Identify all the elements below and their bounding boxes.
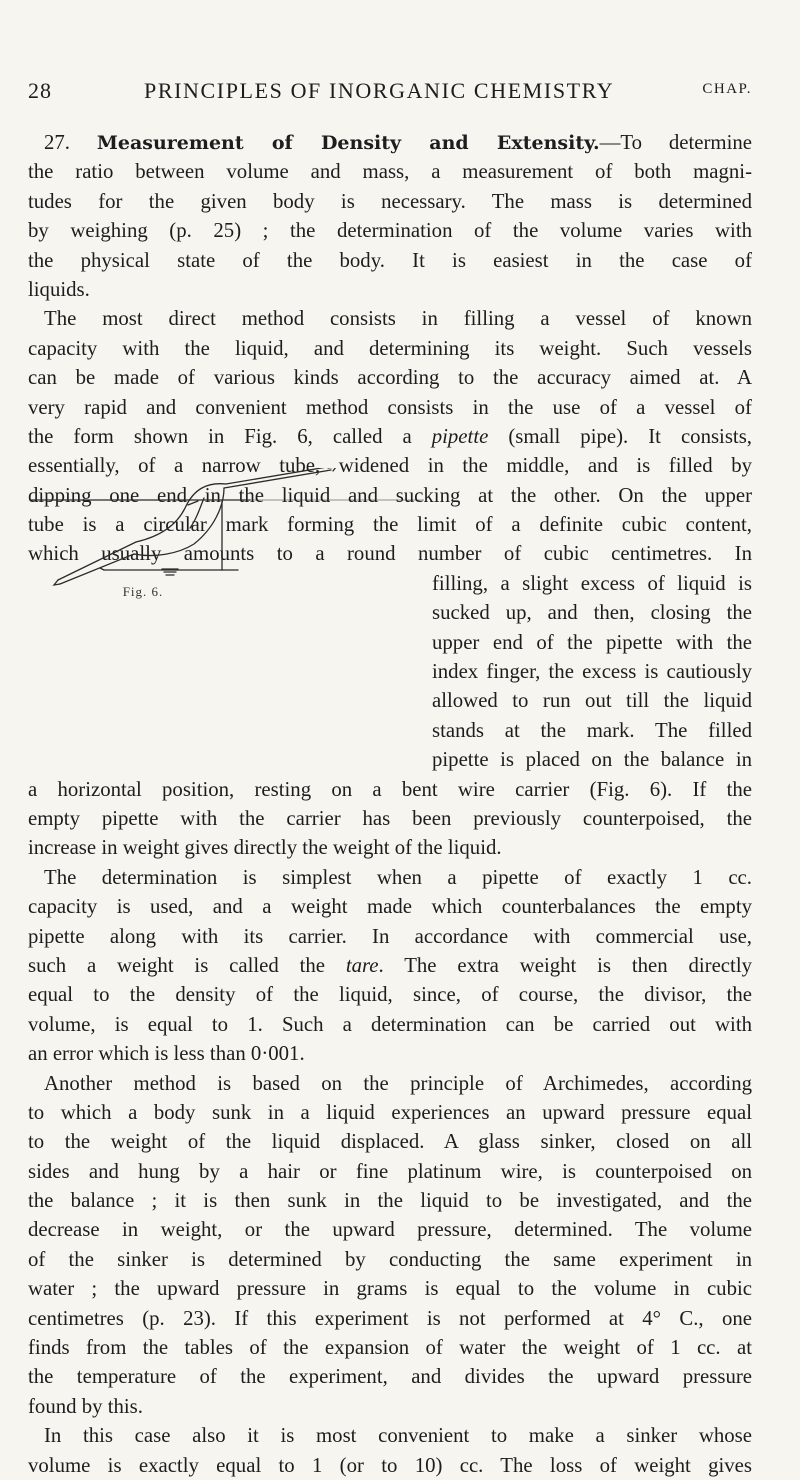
text-line: the balance ; it is then sunk in the liquid to be investigated, and the [28, 1189, 752, 1213]
text-line: pipette is placed on the balance in [432, 748, 752, 772]
text-line: by weighing (p. 25) ; the determination of the volume varies with [28, 219, 752, 243]
text-fragment: the form shown in Fig. 6, called a [28, 424, 432, 448]
term-pipette: pipette [431, 424, 489, 448]
section-title: Measurement of Density and Extensity. [96, 132, 600, 154]
section-heading-rest: —To determine [599, 131, 752, 154]
text-line: equal to the density of the liquid, since, of course, the divisor, the [28, 983, 752, 1007]
text-line: of the sinker is determined by conducting the same experiment in [28, 1247, 752, 1271]
text-line: sucked up, and then, closing the [432, 601, 752, 625]
pipette-lower-tube [58, 542, 136, 580]
pipette-figure [28, 468, 424, 608]
running-header [28, 78, 752, 112]
text-line: stands at the mark. The filled [432, 718, 752, 742]
text-line: The most direct method consists in filling a vessel of known [44, 307, 752, 331]
section-heading-line [28, 128, 752, 157]
text-line: to the weight of the liquid displaced. A glass sinker, closed on all [28, 1130, 752, 1154]
chapter-tag: CHAP. [702, 81, 752, 97]
text-line: centimetres (p. 23). If this experiment is not performed at 4° C., one [28, 1306, 752, 1330]
text-fragment: (small pipe). It consists, [488, 424, 752, 448]
term-tare: tare [345, 953, 379, 977]
text-line: the physical state of the body. It is easiest in the case of [28, 248, 752, 272]
text-line: volume, is equal to 1. Such a determination can be carried out with [28, 1012, 752, 1036]
text-line: an error which is less than 0·001. [28, 1042, 305, 1066]
text-line: In this case also it is most convenient to make a sinker whose [44, 1424, 752, 1448]
text-line: finds from the tables of the expansion of water the weight of 1 cc. at [28, 1336, 752, 1360]
pipette-bulb [136, 484, 226, 542]
text-line: capacity is used, and a weight made which counterbalances the empty [28, 895, 752, 919]
text-line: the ratio between volume and mass, a measurement of both magni- [28, 160, 752, 184]
text-line: a horizontal position, resting on a bent wire carrier (Fig. 6). If the [28, 777, 752, 801]
text-line-tare [28, 951, 752, 980]
text-line: pipette along with its carrier. In accordance with commercial use, [28, 924, 752, 948]
text-line: tudes for the given body is necessary. The mass is determined [28, 189, 752, 213]
text-line: capacity with the liquid, and determining its weight. Such vessels [28, 336, 752, 360]
text-line: very rapid and convenient method consists in the use of a vessel of [28, 395, 752, 419]
text-line: allowed to run out till the liquid [432, 689, 752, 713]
text-line: the temperature of the experiment, and divides the upward pressure [28, 1365, 752, 1389]
text-line: The determination is simplest when a pipette of exactly 1 cc. [44, 865, 752, 889]
text-line-pipette [28, 422, 752, 451]
text-line: found by this. [28, 1394, 143, 1418]
text-fragment: such a weight is called the [28, 953, 346, 977]
text-line: sides and hung by a hair or fine platinum wire, is counterpoised on [28, 1159, 752, 1183]
text-line: decrease in weight, or the upward pressure, determined. The volume [28, 1218, 752, 1242]
text-fragment: . The extra weight is then directly [378, 953, 752, 977]
text-line: essentially, of a narrow tube, widened in the middle, and is filled by [28, 454, 752, 478]
text-line: filling, a slight excess of liquid is [432, 571, 752, 595]
page-number: 28 [28, 78, 52, 103]
pipette-upper-tube [226, 468, 333, 484]
text-line: volume is exactly equal to 1 (or to 10) cc. The loss of weight gives [28, 1453, 752, 1477]
text-body [28, 128, 752, 1480]
text-line: Another method is based on the principle of Archimedes, according [44, 1071, 752, 1095]
text-line: increase in weight gives directly the weight of the liquid. [28, 836, 502, 860]
text-line: which usually amounts to a round number of cubic centimetres. In [28, 542, 752, 566]
section-number: 27. [44, 131, 70, 154]
running-title: PRINCIPLES OF INORGANIC CHEMISTRY [144, 78, 615, 103]
pipette-illustration [28, 468, 424, 588]
figure-caption: Fig. 6. [122, 584, 164, 599]
text-line: upper end of the pipette with the [432, 630, 752, 654]
text-line: liquids. [28, 277, 90, 301]
text-line: can be made of various kinds according to the accuracy aimed at. A [28, 366, 752, 390]
text-line: water ; the upward pressure in grams is equal to the volume in cubic [28, 1277, 752, 1301]
text-line: index finger, the excess is cautiously [432, 660, 752, 684]
text-line: to which a body sunk in a liquid experiences an upward pressure equal [28, 1100, 752, 1124]
text-line: dipping one end in the liquid and sucking at the other. On the upper [28, 483, 752, 507]
text-line: empty pipette with the carrier has been previously counterpoised, the [28, 806, 752, 830]
text-line: tube is a circular mark forming the limit of a definite cubic content, [28, 513, 752, 537]
